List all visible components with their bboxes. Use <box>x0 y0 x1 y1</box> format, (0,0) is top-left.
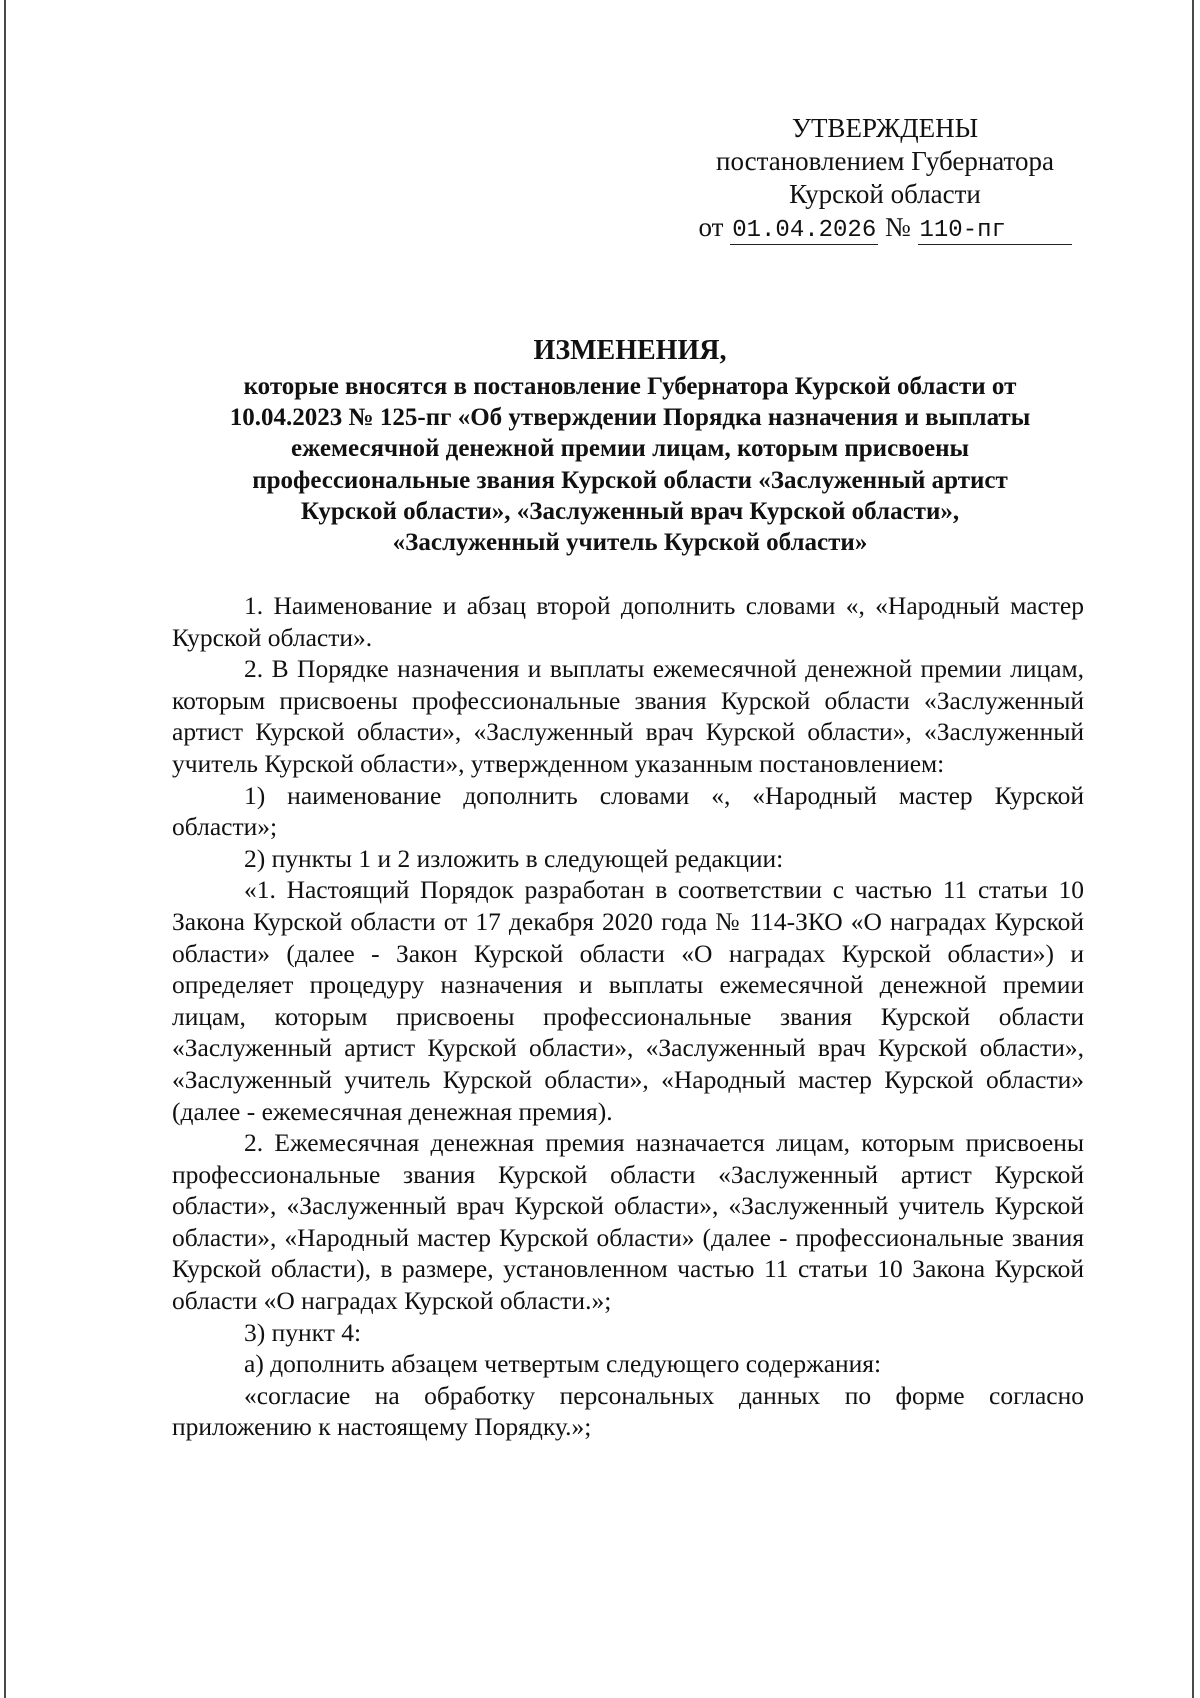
approval-heading: УТВЕРЖДЕНЫ <box>791 113 979 143</box>
paragraph-subitem-3: 3) пункт 4: <box>244 1317 362 1347</box>
title-line: 10.04.2023 № 125-пг «Об утверждении Порядка назначения и выплаты <box>229 404 1031 432</box>
paragraph-quoted-point-2: 2. Ежемесячная денежная премия назначается лицам, которым присвоены профессиональные звания Курской области «Заслуженный артист Курской области», «Заслуженный врач Курской области», «Заслуженный учитель Курской области», «Народный мастер Курской области» (далее - профессиональные звания Курской области), в размере, установленном частью 11 статьи 10 Закона Курской области «О наградах Курской области.»; <box>172 1128 1084 1316</box>
paragraph-subitem-2: 2) пункты 1 и 2 изложить в следующей редакции: <box>244 843 784 873</box>
approval-issuer: постановлением Губернатора <box>716 146 1054 176</box>
paragraph-item-2: 2. В Порядке назначения и выплаты ежемесячной денежной премии лицам, которым присвоены профессиональные звания Курской области «Заслуженный артист Курской области», «Заслуженный врач Курской области», «Заслуженный учитель Курской области», утвержденном указанным постановлением: <box>172 654 1084 778</box>
approval-block <box>690 112 1080 245</box>
paragraph-subitem-1: 1) наименование дополнить словами «, «Народный мастер Курской области»; <box>172 780 1084 842</box>
document-body <box>172 590 1084 1443</box>
paragraph-quoted-point-1: «1. Настоящий Порядок разработан в соответствии с частью 11 статьи 10 Закона Курской области от 17 декабря 2020 года № 114-ЗКО «О наградах Курской области» (далее - Закон Курской области «О наградах Курской области») и определяет процедуру назначения и выплаты ежемесячной денежной премии лицам, которым присвоены профессиональные звания Курской области «Заслуженный артист Курской области», «Заслуженный врач Курской области», «Заслуженный учитель Курской области», «Народный мастер Курской области» (далее - ежемесячная денежная премия). <box>172 875 1084 1126</box>
title-line: которые вносятся в постановление Губернатора Курской области от <box>243 373 1017 400</box>
title-line: Курской области», «Заслуженный врач Курской области», <box>300 497 960 525</box>
document-title <box>170 333 1090 558</box>
number-prefix: № <box>884 212 911 242</box>
title-main: ИЗМЕНЕНИЯ, <box>533 335 727 366</box>
title-line: ежемесячной денежной премии лицам, которым присвоены <box>290 435 970 463</box>
paragraph-quoted-addition: «согласие на обработку персональных данных по форме согласно приложению к настоящему Порядку.»; <box>172 1380 1084 1442</box>
paragraph-item-1: 1. Наименование и абзац второй дополнить словами «, «Народный мастер Курской области». <box>172 591 1084 652</box>
date-prefix: от <box>698 212 724 242</box>
approval-date: 01.04.2026 <box>732 217 877 244</box>
approval-date-line <box>690 211 1080 245</box>
title-line: «Заслуженный учитель Курской области» <box>392 529 868 557</box>
scan-edge-right <box>1192 0 1194 1698</box>
scan-edge-left <box>4 0 6 1698</box>
title-line: профессиональные звания Курской области «Заслуженный артист <box>252 466 1008 494</box>
approval-region: Курской области <box>789 179 981 209</box>
approval-number: 110-пг <box>918 218 1072 245</box>
paragraph-subitem-3a: а) дополнить абзацем четвертым следующего содержания: <box>244 1349 882 1379</box>
